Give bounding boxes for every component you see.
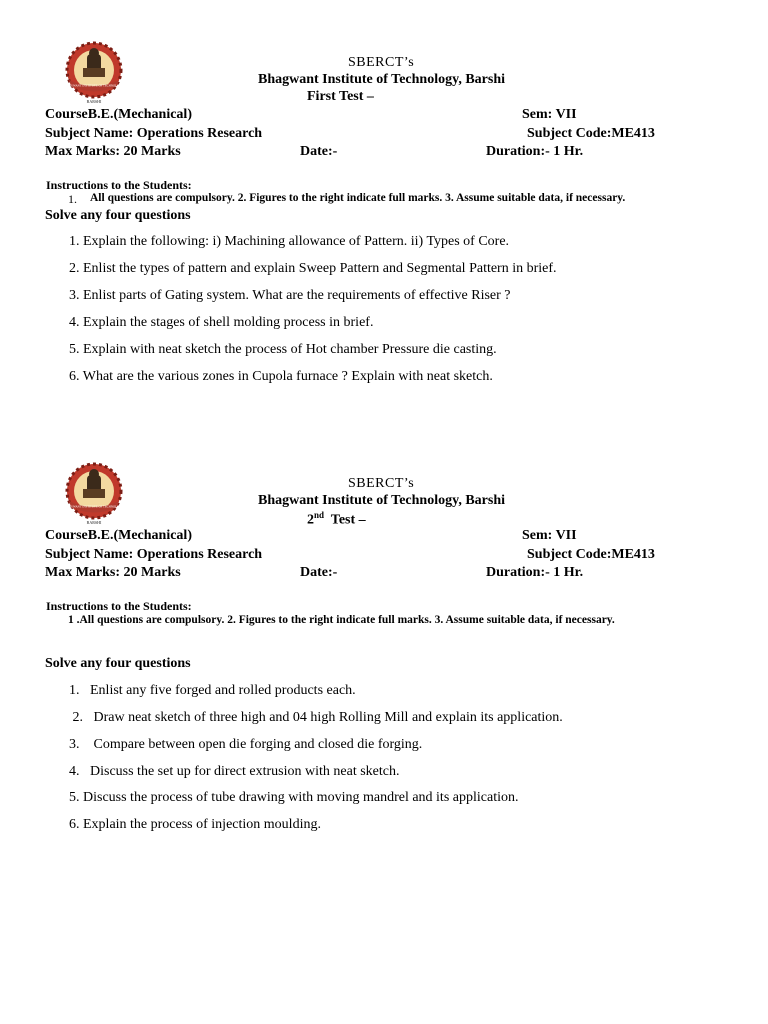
question-item: 2. Enlist the types of pattern and explain Sweep Pattern and Segmental Pattern in brief. xyxy=(69,261,557,276)
question-item: 3. Enlist parts of Gating system. What are the requirements of effective Riser ? xyxy=(69,288,511,303)
test-ordinal-suffix: nd xyxy=(314,510,325,520)
question-item: 1. Enlist any five forged and rolled products each. xyxy=(69,683,356,698)
instructions-text: 1 .All questions are compulsory. 2. Figures to the right indicate full marks. 3. Assume suitable data, if necessary. xyxy=(68,614,615,626)
question-item: 1. Explain the following: i) Machining allowance of Pattern. ii) Types of Core. xyxy=(69,234,510,249)
question-item: 2. Draw neat sketch of three high and 04 high Rolling Mill and explain its application. xyxy=(69,710,563,725)
duration-label: Duration:- 1 Hr. xyxy=(486,144,584,159)
semester-label: Sem: VII xyxy=(522,528,577,543)
question-paper-second-test xyxy=(0,421,768,841)
test-number: 2 xyxy=(307,512,314,528)
college-emblem-icon xyxy=(61,40,127,106)
subject-name: Subject Name: Operations Research xyxy=(45,126,263,141)
subject-code: Subject Code:ME413 xyxy=(527,126,655,141)
instructions-text: All questions are compulsory. 2. Figures to the right indicate full marks. 3. Assume suitable data, if necessary. xyxy=(90,192,626,204)
logo-place-text: BARSHI xyxy=(86,520,102,525)
question-paper-first-test xyxy=(0,0,768,420)
instructions-heading: Instructions to the Students: xyxy=(46,599,192,613)
institute-name: Bhagwant Institute of Technology, Barshi xyxy=(258,493,505,508)
duration-label: Duration:- 1 Hr. xyxy=(486,565,584,580)
course-label: CourseB.E.(Mechanical) xyxy=(45,107,192,122)
instructions-number: 1. xyxy=(68,192,77,206)
date-label: Date:- xyxy=(300,565,338,580)
logo-ribbon-text: BHAGWANT INSTITUTE OF TECHNOLOGY xyxy=(64,83,124,88)
org-name: SBERCT’s xyxy=(348,476,415,491)
question-item: 4. Explain the stages of shell molding process in brief. xyxy=(69,315,374,330)
max-marks: Max Marks: 20 Marks xyxy=(45,144,181,159)
question-item: 4. Discuss the set up for direct extrusion with neat sketch. xyxy=(69,764,400,779)
logo-ribbon-text: BHAGWANT INSTITUTE OF TECHNOLOGY xyxy=(64,504,124,509)
date-label: Date:- xyxy=(300,144,338,159)
question-item: 6. What are the various zones in Cupola furnace ? Explain with neat sketch. xyxy=(69,369,493,384)
instructions-heading: Instructions to the Students: xyxy=(46,178,192,192)
course-label: CourseB.E.(Mechanical) xyxy=(45,528,192,543)
max-marks: Max Marks: 20 Marks xyxy=(45,565,181,580)
subject-code: Subject Code:ME413 xyxy=(527,547,655,562)
question-item: 5. Discuss the process of tube drawing with moving mandrel and its application. xyxy=(69,790,519,805)
org-name: SBERCT’s xyxy=(348,55,415,70)
solve-instruction: Solve any four questions xyxy=(45,656,191,671)
solve-instruction: Solve any four questions xyxy=(45,208,191,223)
test-title xyxy=(307,510,366,529)
question-item: 5. Explain with neat sketch the process of Hot chamber Pressure die casting. xyxy=(69,342,497,357)
subject-name: Subject Name: Operations Research xyxy=(45,547,263,562)
question-item: 3. Compare between open die forging and closed die forging. xyxy=(69,737,423,752)
test-title-rest: Test – xyxy=(324,512,366,528)
question-item: 6. Explain the process of injection moulding. xyxy=(69,817,321,832)
logo-place-text: BARSHI xyxy=(86,99,102,104)
college-emblem-icon xyxy=(61,461,127,527)
institute-name: Bhagwant Institute of Technology, Barshi xyxy=(258,72,505,87)
test-title: First Test – xyxy=(307,89,374,104)
semester-label: Sem: VII xyxy=(522,107,577,122)
